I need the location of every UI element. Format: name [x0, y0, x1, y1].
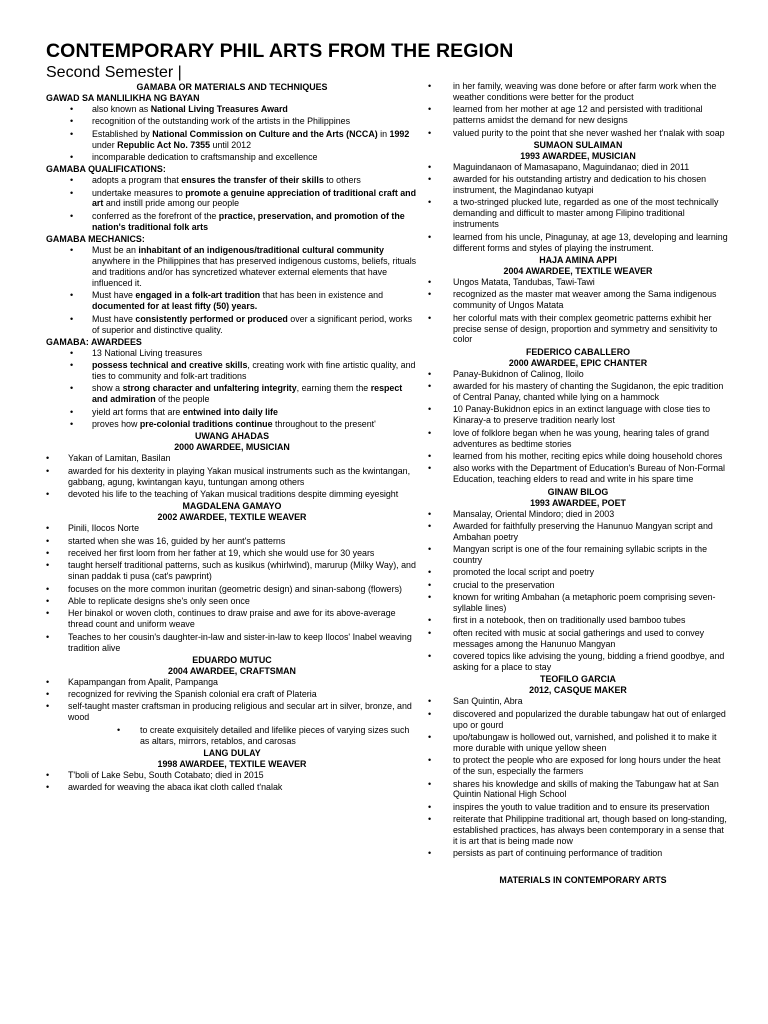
awardee-name: GINAW BILOG [547, 486, 609, 497]
list-item: • awarded for his outstanding artistry and dedication to his chosen instrument, the Magindanao kutyapi [428, 174, 728, 196]
list-item: • reiterate that Philippine traditional art, though based on long-standing, established practices, has always been contemporary in a sense that it is art that is being made now [428, 814, 728, 847]
awardee-name: FEDERICO CABALLERO [525, 346, 631, 357]
bullet-list [428, 81, 728, 139]
list-item: • covered topics like advising the young, bidding a friend goodbye, and asking for a place to stay [428, 651, 728, 673]
section-heading: GAMABA OR MATERIALS AND TECHNIQUES [136, 82, 328, 92]
list-item: • Able to replicate designs she's only seen once [46, 596, 418, 607]
list-item: • Mangyan script is one of the four remaining syllabic scripts in the country [428, 544, 728, 566]
list-item: • yield art forms that are entwined into daily life [46, 407, 418, 418]
list-item: • T'boli of Lake Sebu, South Cotabato; died in 2015 [46, 770, 418, 781]
list-item: • self-taught master craftsman in producing religious and secular art in silver, bronze, and wood [46, 701, 418, 723]
list-item: • Established by National Commission on Culture and the Arts (NCCA) in 1992 under Republic Act No. 7355 until 2012 [46, 129, 418, 151]
list-item: • to protect the people who are exposed for long hours under the heat of the sun, especially the farmers [428, 755, 728, 777]
list-item: • valued purity to the point that she never washed her t'nalak with soap [428, 128, 728, 139]
section-heading: MATERIALS IN CONTEMPORARY ARTS [499, 875, 667, 886]
list-item: • also works with the Department of Education's Bureau of Non-Formal Education, teaching elders to read and write in his spare time [428, 463, 728, 485]
list-item: • awarded for his dexterity in playing Yakan musical instruments such as the kwintangan, gabbang, agung, kwintangan kayu, tuntungan among others [46, 466, 418, 488]
list-item: • also known as National Living Treasures Award [46, 104, 418, 115]
list-item: • crucial to the preservation [428, 580, 728, 591]
list-item: • first in a notebook, then on traditionally used bamboo tubes [428, 615, 728, 626]
list-item: • awarded for his mastery of chanting the Sugidanon, the epic tradition of Central Panay, chanted while lying on a hammock [428, 381, 728, 403]
bullet-list [428, 162, 728, 254]
list-item: • Must have engaged in a folk-art tradition that has been in existence and documented for at least fifty (50) years. [46, 290, 418, 312]
awardee-name: HAJA AMINA APPI [539, 255, 617, 266]
list-item: • inspires the youth to value tradition and to ensure its preservation [428, 802, 728, 813]
bullet-list [428, 509, 728, 673]
list-item: • Teaches to her cousin's daughter-in-law and sister-in-law to keep Ilocos' Inabel weaving tradition alive [46, 632, 418, 654]
awardee-name: MAGDALENA GAMAYO [182, 501, 282, 512]
list-item: • in her family, weaving was done before or after farm work when the weather conditions were better for the product [428, 81, 728, 103]
left-column [46, 82, 418, 795]
list-item: • Mansalay, Oriental Mindoro; died in 2003 [428, 509, 728, 520]
list-item: • awarded for weaving the abaca ikat cloth called t'nalak [46, 782, 418, 793]
awardee-award: 2004 AWARDEE, TEXTILE WEAVER [503, 265, 653, 276]
bullet-list [46, 453, 418, 500]
awardee-award: 2012, CASQUE MAKER [529, 685, 627, 696]
section-subheading: GAWAD SA MANLILIKHA NG BAYAN [46, 92, 200, 103]
list-item: • learned from her mother at age 12 and persisted with traditional patterns amidst the demand for new designs [428, 104, 728, 126]
section-heading: GAMABA MECHANICS: [46, 234, 145, 245]
bullet-list [46, 677, 418, 747]
list-item: • received her first loom from her father at 19, which she would use for 30 years [46, 548, 418, 559]
bullet-list [46, 523, 418, 653]
list-item: • recognized for reviving the Spanish colonial era craft of Plateria [46, 689, 418, 700]
list-item: • Ungos Matata, Tandubas, Tawi-Tawi [428, 277, 728, 288]
bullet-list [46, 348, 418, 430]
list-item: • Yakan of Lamitan, Basilan [46, 453, 418, 464]
list-item: • her colorful mats with their complex geometric patterns exhibit her precise sense of design, proportion and symmetry and sensitivity to color [428, 313, 728, 346]
bullet-list [46, 175, 418, 233]
list-item: • love of folklore began when he was young, hearing tales of grand adventures as bedtime stories [428, 428, 728, 450]
list-item: • upo/tabungaw is hollowed out, varnished, and polished it to make it more durable with unique yellow sheen [428, 732, 728, 754]
list-item: • possess technical and creative skills, creating work with fine artistic quality, and ties to community and folk-art traditions [46, 360, 418, 382]
list-item: • persists as part of continuing performance of tradition [428, 848, 728, 859]
list-item: • promoted the local script and poetry [428, 567, 728, 578]
list-item: • show a strong character and unfaltering integrity, earning them the respect and admiration of the people [46, 383, 418, 405]
list-item: • recognized as the master mat weaver among the Sama indigenous community of Ungos Matata [428, 289, 728, 311]
list-item: • Maguindanaon of Mamasapano, Maguindanao; died in 2011 [428, 162, 728, 173]
list-item: • shares his knowledge and skills of making the Tabungaw hat at San Quintin National High School [428, 779, 728, 801]
bullet-list [46, 104, 418, 163]
list-item: • a two-stringed plucked lute, regarded as one of the most technically demanding and difficult to master among Filipino traditional instruments [428, 197, 728, 230]
list-item: • Pinili, Ilocos Norte [46, 523, 418, 534]
list-item: • conferred as the forefront of the practice, preservation, and promotion of the nation's traditional folk arts [46, 211, 418, 233]
list-item: • 13 National Living treasures [46, 348, 418, 359]
awardee-name: UWANG AHADAS [194, 431, 270, 442]
list-item: • incomparable dedication to craftsmanship and excellence [46, 152, 418, 163]
bullet-list [428, 277, 728, 346]
list-item: • Her binakol or woven cloth, continues to draw praise and awe for its above-average thread count and uniform weave [46, 608, 418, 630]
awardee-award: 2000 AWARDEE, MUSICIAN [174, 442, 290, 453]
list-item: • Kapampangan from Apalit, Pampanga [46, 677, 418, 688]
list-item: • recognition of the outstanding work of the artists in the Philippines [46, 116, 418, 127]
list-subitem: • to create exquisitely detailed and lifelike pieces of varying sizes such as altars, mirrors, retablos, and carosas [46, 725, 418, 747]
awardee-award: 1993 AWARDEE, POET [530, 497, 626, 508]
section-heading: GAMABA: AWARDEES [46, 336, 142, 347]
list-item: • discovered and popularized the durable tabungaw hat out of enlarged upo or gourd [428, 709, 728, 731]
list-item: • known for writing Ambahan (a metaphoric poem comprising seven-syllable lines) [428, 592, 728, 614]
list-item: • devoted his life to the teaching of Yakan musical traditions despite dimming eyesight [46, 489, 418, 500]
page-title: CONTEMPORARY PHIL ARTS FROM THE REGION [46, 40, 514, 62]
list-item: • often recited with music at social gatherings and used to convey messages among the Hanunuo Mangyan [428, 628, 728, 650]
awardee-name: SUMAON SULAIMAN [533, 139, 623, 150]
list-item: • learned from his mother, reciting epics while doing household chores [428, 451, 728, 462]
section-heading: GAMABA QUALIFICATIONS: [46, 164, 166, 175]
page-subtitle: Second Semester | [46, 64, 182, 81]
list-item: • Panay-Bukidnon of Calinog, Iloilo [428, 369, 728, 380]
awardee-award: 1993 AWARDEE, MUSICIAN [520, 150, 636, 161]
bullet-list [428, 696, 728, 859]
list-item: • Must have consistently performed or produced over a significant period, works of superior and distinctive quality. [46, 314, 418, 336]
awardee-name: EDUARDO MUTUC [192, 654, 272, 665]
list-item: • undertake measures to promote a genuine appreciation of traditional craft and art and instill pride among our people [46, 188, 418, 210]
awardee-award: 2000 AWARDEE, EPIC CHANTER [508, 357, 648, 368]
awardee-name: LANG DULAY [203, 748, 261, 759]
right-column [428, 81, 728, 886]
list-item: • started when she was 16, guided by her aunt's patterns [46, 536, 418, 547]
list-item: • learned from his uncle, Pinagunay, at age 13, developing and learning different forms and styles of playing the instrument. [428, 232, 728, 254]
awardee-award: 1998 AWARDEE, TEXTILE WEAVER [157, 759, 307, 769]
list-item: • focuses on the more common inuritan (geometric design) and sinan-sabong (flowers) [46, 584, 418, 595]
bullet-list [428, 369, 728, 485]
awardee-name: TEOFILO GARCIA [540, 674, 616, 685]
list-item: • Awarded for faithfully preserving the Hanunuo Mangyan script and Ambahan poetry [428, 521, 728, 543]
awardee-award: 2002 AWARDEE, TEXTILE WEAVER [157, 512, 307, 523]
list-item: • adopts a program that ensures the transfer of their skills to others [46, 175, 418, 186]
list-item: • San Quintin, Abra [428, 696, 728, 707]
bullet-list [46, 245, 418, 335]
list-item: • Must be an inhabitant of an indigenous/traditional cultural community anywhere in the Philippines that has preserved indigenous customs, beliefs, rituals and traditions and/or has syncretized whatever external elements that have influenced it. [46, 245, 418, 289]
list-item: • proves how pre-colonial traditions continue throughout to the present' [46, 419, 418, 430]
list-item: • taught herself traditional patterns, such as kusikus (whirlwind), marurup (Milky Way), and sinan paddak ti pusa (cat's pawprint) [46, 560, 418, 582]
awardee-award: 2004 AWARDEE, CRAFTSMAN [168, 665, 296, 676]
bullet-list [46, 770, 418, 793]
list-item: • 10 Panay-Bukidnon epics in an extinct language with close ties to Kinaray-a to preserve tradition nearly lost [428, 404, 728, 426]
